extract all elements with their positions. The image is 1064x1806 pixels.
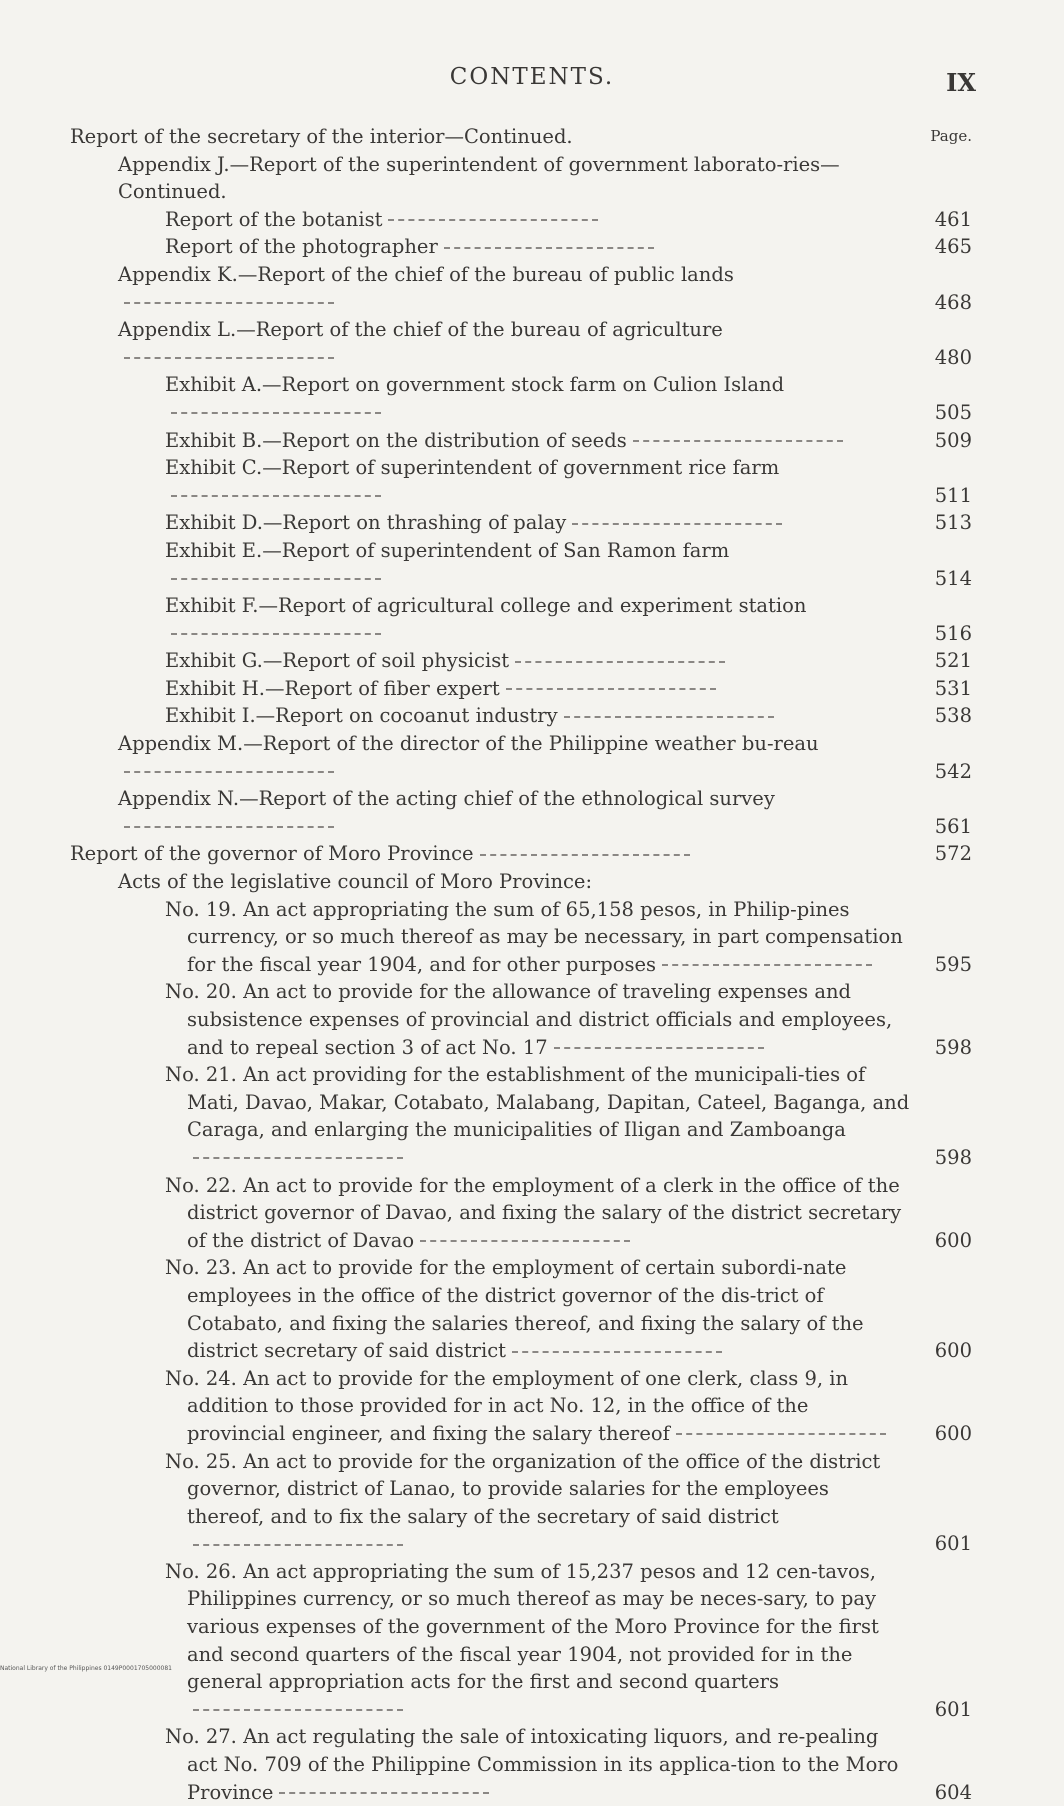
toc-entry	[70, 123, 972, 151]
dot-leader	[388, 219, 598, 221]
toc-entry-title: No. 27. An act regulating the sale of intoxicating liquors, and re-pealing act No. 709 of the Philippine Commission in its applica-tion to the Moro Province	[165, 1725, 899, 1804]
dot-leader	[193, 1157, 403, 1159]
toc-entry	[70, 151, 972, 206]
toc-entry	[70, 206, 972, 234]
dot-leader	[279, 1792, 489, 1794]
toc-entry-title: Exhibit F.—Report of agricultural college and experiment station	[165, 592, 912, 647]
toc-entry-title: Exhibit C.—Report of superintendent of government rice farm	[165, 454, 912, 509]
dot-leader	[662, 964, 872, 966]
toc-entry	[70, 261, 972, 316]
toc-entry	[70, 592, 972, 647]
toc-entry-title: Exhibit B.—Report on the distribution of seeds	[165, 427, 912, 455]
toc-entry	[70, 1558, 972, 1724]
toc-entry	[70, 702, 972, 730]
dot-leader	[171, 578, 381, 580]
toc-entry-title: Appendix K.—Report of the chief of the bureau of public lands	[118, 261, 912, 316]
toc-entry-title: Exhibit I.—Report on cocoanut industry	[165, 702, 912, 730]
toc-entry-title: No. 21. An act providing for the establishment of the municipali-ties of Mati, Davao, Makar, Cotabato, Malabang, Dapitan, Cateel, Baganga, and Caraga, and enlarging the municipalities of Iligan and Zamboanga	[165, 1061, 912, 1171]
page-number: IX	[946, 68, 976, 97]
dot-leader	[512, 1351, 722, 1353]
toc-entry	[70, 1172, 972, 1255]
dot-leader	[564, 716, 774, 718]
toc-entry	[70, 840, 972, 868]
toc-entry	[70, 675, 972, 703]
scan-footer-mark: National Library of the Philippines 0149P0001705000081	[0, 1665, 172, 1672]
toc-entry-page: 600	[934, 1228, 972, 1252]
toc-entry-title: Report of the photographer	[165, 233, 912, 261]
toc-entry-page: 521	[934, 649, 972, 673]
toc-entry-page: 604	[934, 1780, 972, 1804]
dot-leader	[193, 1709, 403, 1711]
toc-entry-page: 538	[934, 704, 972, 728]
dot-leader	[480, 854, 690, 856]
dot-leader	[444, 247, 654, 249]
dot-leader	[171, 495, 381, 497]
toc-entry-title: Exhibit A.—Report on government stock farm on Culion Island	[165, 371, 912, 426]
toc-entry-title: No. 20. An act to provide for the allowance of traveling expenses and subsistence expenses of provincial and district officials and employees, and to repeal section 3 of act No. 17	[165, 980, 893, 1059]
toc-entry-page: 600	[934, 1339, 972, 1363]
toc-entry	[70, 730, 972, 785]
toc-entry	[70, 978, 972, 1061]
toc-entry-title: Report of the secretary of the interior—Continued.	[70, 125, 573, 148]
toc-entry	[70, 1061, 972, 1171]
toc-entry-page: 572	[934, 842, 972, 866]
toc-entry-page: 595	[934, 952, 972, 976]
page-column-label: Page.	[930, 127, 972, 145]
toc-entry-title: No. 23. An act to provide for the employment of certain subordi-nate employees in the office of the district governor of the dis-trict of Cotabato, and fixing the salaries thereof, and fixing the salary of the district secretary of said district	[165, 1256, 864, 1363]
dot-leader	[676, 1433, 886, 1435]
toc-entry-page: 516	[934, 621, 972, 645]
toc-entry-page: 513	[934, 511, 972, 535]
toc-entry	[70, 454, 972, 509]
toc-entry	[70, 537, 972, 592]
table-of-contents	[70, 123, 972, 1806]
toc-entry-title: Report of the governor of Moro Province	[70, 840, 912, 868]
toc-entry-page: 601	[934, 1697, 972, 1721]
toc-entry-page: 598	[934, 1035, 972, 1059]
dot-leader	[171, 633, 381, 635]
toc-entry-page: 461	[934, 207, 972, 231]
toc-entry	[70, 1254, 972, 1364]
toc-entry-title: Exhibit G.—Report of soil physicist	[165, 647, 912, 675]
toc-entry-title: Exhibit D.—Report on thrashing of palay	[165, 509, 912, 537]
dot-leader	[124, 302, 334, 304]
dot-leader	[124, 771, 334, 773]
toc-entry-page: 514	[934, 566, 972, 590]
toc-entry-title: Exhibit E.—Report of superintendent of San Ramon farm	[165, 537, 912, 592]
toc-entry-title: Appendix N.—Report of the acting chief of the ethnological survey	[118, 785, 912, 840]
toc-entry-title: No. 25. An act to provide for the organization of the office of the district governor, district of Lanao, to provide salaries for the employees thereof, and to fix the salary of the secretary of said district	[165, 1448, 912, 1558]
toc-entry-title: Report of the botanist	[165, 206, 912, 234]
toc-entry-title: No. 22. An act to provide for the employment of a clerk in the office of the district governor of Davao, and fixing the salary of the district secretary of the district of Davao	[165, 1173, 902, 1252]
toc-entry	[70, 427, 972, 455]
toc-entry	[70, 1723, 972, 1806]
toc-entry-page: 509	[934, 428, 972, 452]
toc-entry	[70, 509, 972, 537]
toc-entry-page: 531	[934, 676, 972, 700]
toc-entry-page: 601	[934, 1532, 972, 1556]
toc-entry-page: 465	[934, 235, 972, 259]
page-header	[0, 64, 1064, 104]
toc-entry-title: Acts of the legislative council of Moro Province:	[118, 870, 593, 894]
toc-entry-title: Exhibit H.—Report of fiber expert	[165, 675, 912, 703]
toc-entry	[70, 1365, 972, 1448]
toc-entry-title: Appendix M.—Report of the director of the Philippine weather bu-reau	[118, 730, 912, 785]
toc-entry	[70, 1448, 972, 1558]
dot-leader	[124, 357, 334, 359]
toc-entry-title: Appendix J.—Report of the superintendent of government laborato-ries—Continued.	[118, 152, 840, 204]
dot-leader	[124, 826, 334, 828]
dot-leader	[572, 523, 782, 525]
dot-leader	[554, 1047, 764, 1049]
toc-entry-title: No. 26. An act appropriating the sum of 15,237 pesos and 12 cen-tavos, Philippines currency, or so much thereof as may be neces-sary, to pay various expenses of the government of the Moro Province for the first and second quarters of the fiscal year 1904, not provided for in the general appropriation acts for the first and second quarters	[165, 1558, 912, 1724]
toc-entry	[70, 371, 972, 426]
toc-entry-page: 468	[934, 290, 972, 314]
dot-leader	[633, 440, 843, 442]
toc-entry	[70, 896, 972, 979]
toc-entry-title: No. 24. An act to provide for the employment of one clerk, class 9, in addition to those provided for in act No. 12, in the office of the provincial engineer, and fixing the salary thereof	[165, 1365, 912, 1448]
toc-entry-title: No. 19. An act appropriating the sum of 65,158 pesos, in Philip-pines currency, or so much thereof as may be necessary, in part compensation for the fiscal year 1904, and for other purposes	[165, 897, 903, 976]
toc-entry-page: 561	[934, 814, 972, 838]
dot-leader	[193, 1544, 403, 1546]
running-title: CONTENTS.	[449, 64, 615, 90]
toc-entry-page: 600	[934, 1421, 972, 1445]
toc-entry-page: 598	[934, 1145, 972, 1169]
toc-entry	[70, 233, 972, 261]
toc-entry	[70, 868, 972, 896]
dot-leader	[515, 661, 725, 663]
toc-entry	[70, 316, 972, 371]
dot-leader	[171, 412, 381, 414]
toc-entry	[70, 785, 972, 840]
toc-entry-page: 511	[934, 483, 972, 507]
dot-leader	[506, 688, 716, 690]
dot-leader	[420, 1240, 630, 1242]
toc-entry-page: 480	[934, 345, 972, 369]
toc-entry-page: 505	[934, 400, 972, 424]
toc-entry	[70, 647, 972, 675]
toc-entry-title: Appendix L.—Report of the chief of the bureau of agriculture	[118, 316, 912, 371]
toc-entry-page: 542	[934, 759, 972, 783]
